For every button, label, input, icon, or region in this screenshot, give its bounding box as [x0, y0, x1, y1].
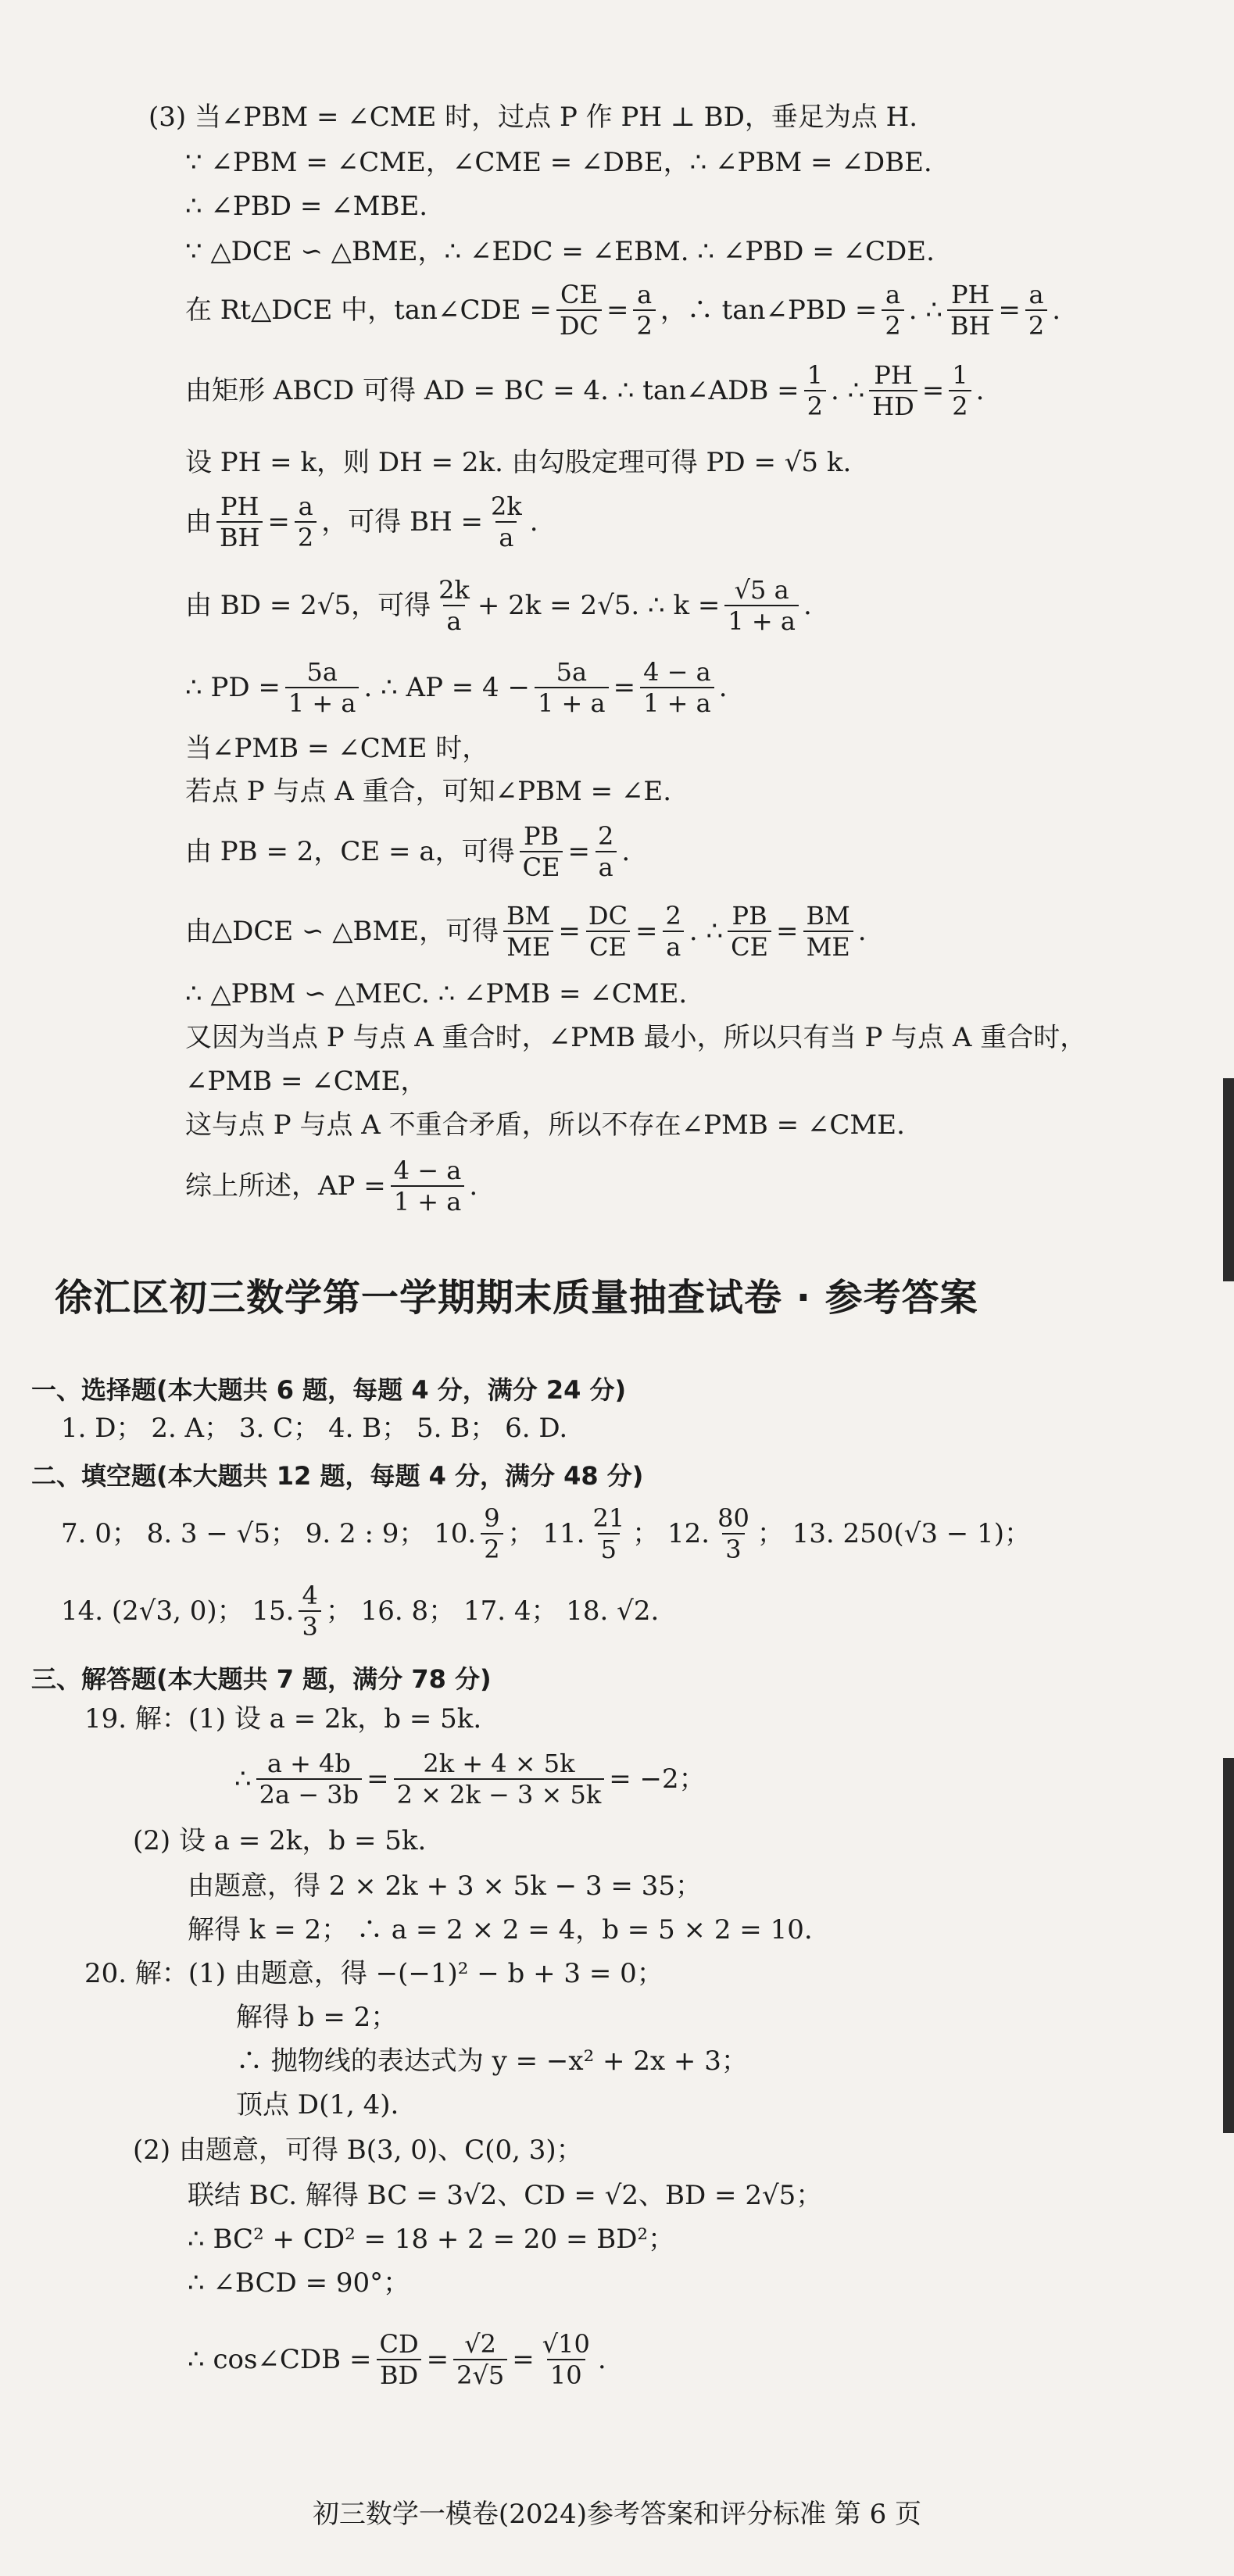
fraction	[391, 1156, 465, 1217]
text-segment: 14. (2√3, 0)； 15.	[61, 1595, 295, 1627]
text-segment: 当∠PMB = ∠CME 时，	[185, 733, 489, 764]
fraction	[1025, 280, 1047, 341]
solution-line	[185, 149, 932, 176]
fraction-denominator: a	[495, 521, 517, 550]
solution-line	[133, 2135, 583, 2166]
text-segment: ∴ ∠BCD = 90°；	[188, 2267, 410, 2299]
fraction-denominator: 2	[949, 390, 971, 419]
text-segment: =	[921, 375, 945, 406]
text-segment: ； 11.	[507, 1518, 585, 1549]
text-segment: =	[267, 506, 290, 538]
solution-line	[185, 577, 812, 634]
text-segment: ∴ 抛物线的表达式为 y = −x² + 2x + 3；	[236, 2045, 748, 2077]
answer-line	[61, 1503, 1031, 1564]
fill-section-title: 二、填空题(本大题共 12 题，每题 4 分，满分 48 分)	[31, 1461, 644, 1491]
fraction-numerator: PB	[524, 821, 560, 851]
text-segment: =	[567, 836, 590, 867]
fraction-numerator: CD	[379, 2329, 419, 2359]
solution-line	[185, 1109, 905, 1141]
solution-line	[185, 193, 427, 220]
solution-line	[185, 1156, 478, 1217]
text-segment: =	[776, 916, 799, 947]
solution-line	[185, 821, 631, 882]
text-segment: 综上所述，AP =	[185, 1170, 386, 1202]
fraction-denominator: BH	[947, 309, 993, 338]
fraction-numerator: a	[637, 280, 653, 309]
fraction-numerator: BM	[506, 901, 551, 931]
fraction-denominator: 1 + a	[724, 605, 799, 634]
text-segment: 联结 BC. 解得 BC = 3√2、CD = √2、BD = 2√5；	[188, 2180, 823, 2211]
solution-line	[185, 491, 538, 552]
fraction-numerator: a	[298, 491, 313, 521]
text-segment: .	[469, 1170, 478, 1202]
text-segment: ，可得 BH =	[321, 506, 484, 538]
fraction-denominator: DC	[556, 309, 602, 338]
fraction-denominator: 2	[804, 390, 826, 419]
page-footer: 初三数学一模卷(2024)参考答案和评分标准 第 6 页	[312, 2499, 922, 2530]
text-segment: ∴ ∠PBD = ∠MBE.	[185, 191, 428, 222]
fraction-numerator: √10	[542, 2329, 590, 2359]
solution-line	[236, 2004, 397, 2031]
text-segment: 7. 0； 8. 3 − √5； 9. 2 : 9； 10.	[61, 1518, 477, 1549]
text-segment: .	[1052, 295, 1061, 326]
fraction-denominator: BH	[216, 521, 263, 550]
fraction-numerator: PH	[220, 491, 259, 521]
fraction	[295, 491, 317, 552]
fraction-numerator: 1	[952, 360, 968, 390]
solution-line	[234, 1749, 706, 1810]
answer-line	[61, 1415, 567, 1442]
solution-line	[188, 2331, 606, 2388]
fraction	[435, 577, 473, 634]
fraction	[488, 491, 525, 552]
solution-line	[84, 1703, 482, 1735]
page-heading: 徐汇区初三数学第一学期期末质量抽查试卷 · 参考答案	[55, 1276, 978, 1320]
solution-line	[185, 659, 728, 716]
fraction	[256, 1749, 362, 1810]
fraction-numerator: 4	[302, 1581, 318, 1610]
fraction	[453, 2331, 507, 2388]
text-segment: 由 PB = 2，CE = a，可得	[185, 836, 515, 867]
fraction	[503, 901, 553, 962]
choice-section-title: 一、选择题(本大题共 6 题，每题 4 分，满分 24 分)	[31, 1375, 627, 1405]
fraction-denominator: 1 + a	[535, 687, 609, 716]
fraction-numerator: 4 − a	[393, 1156, 462, 1185]
text-segment: ∴	[234, 1763, 252, 1795]
text-segment: .	[857, 916, 867, 947]
fraction-denominator: 2	[882, 309, 903, 338]
fraction-denominator: 1 + a	[640, 687, 714, 716]
fraction	[663, 901, 685, 962]
solution-line	[185, 735, 488, 762]
solution-line	[84, 1960, 663, 1987]
fraction	[714, 1503, 753, 1564]
fraction-denominator: 5	[598, 1533, 620, 1562]
text-segment: .	[529, 506, 538, 538]
solution-line	[185, 360, 985, 421]
fraction-numerator: √5 a	[734, 575, 789, 605]
fraction	[728, 901, 771, 962]
fraction-numerator: 9	[484, 1503, 500, 1533]
fraction-numerator: PB	[731, 901, 767, 931]
fraction-denominator: CE	[520, 851, 563, 880]
scan-edge-shadow	[1223, 1078, 1234, 1281]
text-segment: =	[606, 295, 629, 326]
text-segment: . ∴ AP = 4 −	[363, 672, 530, 703]
solution-line	[185, 449, 851, 476]
solution-line	[185, 238, 935, 265]
text-segment: . ∴	[689, 916, 724, 947]
solution-line	[185, 978, 688, 1009]
fraction-denominator: 2	[481, 1533, 503, 1562]
fraction	[539, 2331, 593, 2388]
fraction-numerator: 2k	[438, 575, 470, 605]
text-segment: . ∴	[830, 375, 865, 406]
text-segment: ∵ △DCE ∽ △BME，∴ ∠EDC = ∠EBM. ∴ ∠PBD = ∠CDE.	[185, 236, 935, 267]
text-segment: ； 16. 8； 17. 4； 18. √2.	[325, 1595, 660, 1627]
fraction-numerator: 1	[807, 360, 823, 390]
text-segment: ； 13. 250(√3 − 1)；	[756, 1518, 1031, 1549]
fraction	[947, 280, 993, 341]
fraction-denominator: 2	[633, 309, 655, 338]
fraction	[804, 360, 826, 421]
solution-line	[188, 2267, 410, 2299]
text-segment: 由 BD = 2√5，可得	[185, 590, 431, 621]
text-segment: =	[426, 2344, 449, 2375]
fraction	[376, 2331, 421, 2388]
text-segment: 顶点 D(1, 4).	[236, 2089, 399, 2120]
fraction-denominator: 2a − 3b	[256, 1778, 362, 1807]
fraction	[949, 360, 971, 421]
fraction-numerator: 2k + 4 × 5k	[423, 1749, 575, 1778]
text-segment: 解得 b = 2；	[236, 2002, 398, 2033]
solution-line	[188, 2182, 822, 2209]
fraction	[535, 659, 609, 716]
fraction-numerator: 21	[592, 1503, 625, 1533]
fraction-numerator: PH	[950, 280, 990, 309]
text-segment: = −2；	[609, 1763, 706, 1795]
fraction-denominator: 2 × 2k − 3 × 5k	[394, 1778, 605, 1807]
fraction-denominator: 2√5	[453, 2359, 507, 2388]
text-segment: 1. D； 2. A； 3. C； 4. B； 5. B； 6. D.	[61, 1413, 568, 1444]
text-segment: 由题意，得 2 × 2k + 3 × 5k − 3 = 35；	[188, 1870, 702, 1902]
solution-line	[236, 2045, 748, 2077]
fraction	[216, 491, 263, 552]
fraction-denominator: 10	[547, 2359, 585, 2388]
text-segment: 若点 P 与点 A 重合，可知∠PBM = ∠E.	[185, 776, 672, 807]
solution-line	[188, 1914, 813, 1945]
solution-line	[148, 102, 918, 133]
fraction	[640, 659, 714, 716]
fraction	[882, 280, 903, 341]
fraction-denominator: ME	[503, 931, 553, 959]
text-segment: ∴ PD =	[185, 672, 281, 703]
fraction-numerator: 4 − a	[643, 657, 711, 687]
fraction-numerator: 2k	[491, 491, 522, 521]
fraction-denominator: 2	[295, 521, 317, 550]
text-segment: =	[998, 295, 1021, 326]
fraction	[803, 901, 853, 962]
text-segment: ∴ BC² + CD² = 18 + 2 = 20 = BD²；	[188, 2224, 675, 2255]
text-segment: (2) 由题意，可得 B(3, 0)、C(0, 3)；	[133, 2135, 583, 2166]
solution-line	[185, 901, 867, 962]
text-segment: 由矩形 ABCD 可得 AD = BC = 4. ∴ tan∠ADB =	[185, 375, 799, 406]
fraction-numerator: 5a	[556, 657, 588, 687]
solution-line	[185, 280, 1061, 341]
fraction-numerator: DC	[588, 901, 628, 931]
text-segment: 在 Rt△DCE 中，tan∠CDE =	[185, 295, 552, 326]
fraction	[869, 360, 917, 421]
text-segment: ∵ ∠PBM = ∠CME，∠CME = ∠DBE，∴ ∠PBM = ∠DBE.	[185, 147, 932, 178]
text-segment: ； 12.	[632, 1518, 710, 1549]
text-segment: 19. 解：(1) 设 a = 2k，b = 5k.	[84, 1703, 482, 1735]
text-segment: ∠PMB = ∠CME，	[185, 1066, 427, 1097]
text-segment: 由	[185, 506, 212, 538]
text-segment: (2) 设 a = 2k，b = 5k.	[133, 1825, 427, 1856]
text-segment: .	[718, 672, 728, 703]
solution-line	[133, 1827, 426, 1854]
fraction	[285, 659, 359, 716]
fraction-numerator: 5a	[306, 657, 338, 687]
fraction-numerator: a	[1028, 280, 1044, 309]
text-segment: + 2k = 2√5. ∴ k =	[477, 590, 721, 621]
fraction-denominator: CE	[586, 931, 630, 959]
text-segment: . ∴	[908, 295, 942, 326]
text-segment: =	[512, 2344, 535, 2375]
fraction-denominator: BD	[377, 2359, 421, 2388]
solution-line	[236, 2089, 399, 2120]
fraction	[585, 901, 631, 962]
solution-line	[185, 1068, 427, 1095]
fraction-numerator: CE	[560, 280, 598, 309]
fraction-denominator: ME	[803, 931, 853, 959]
fraction-denominator: a	[596, 851, 617, 880]
solution-line	[188, 2226, 674, 2253]
fraction	[299, 1581, 320, 1642]
fraction	[394, 1749, 605, 1810]
text-segment: .	[803, 590, 812, 621]
fraction	[520, 821, 563, 882]
text-segment: 20. 解：(1) 由题意，得 −(−1)² − b + 3 = 0；	[84, 1958, 663, 1989]
text-segment: 解得 k = 2； ∴ a = 2 × 2 = 4，b = 5 × 2 = 10.	[188, 1914, 813, 1945]
fraction-numerator: √2	[464, 2329, 497, 2359]
fraction-denominator: a	[443, 605, 464, 634]
fraction-denominator: HD	[869, 390, 917, 419]
text-segment: =	[635, 916, 658, 947]
fraction	[724, 577, 799, 634]
fraction	[633, 280, 655, 341]
text-segment: 由△DCE ∽ △BME，可得	[185, 916, 499, 947]
fraction-denominator: CE	[728, 931, 771, 959]
text-segment: .	[975, 375, 985, 406]
text-segment: 这与点 P 与点 A 不重合矛盾，所以不存在∠PMB = ∠CME.	[185, 1109, 905, 1141]
fraction-denominator: 3	[722, 1533, 744, 1562]
text-segment: ∴ △PBM ∽ △MEC. ∴ ∠PMB = ∠CME.	[185, 978, 688, 1009]
text-segment: ，∴ tan∠PBD =	[660, 295, 878, 326]
text-segment: 设 PH = k，则 DH = 2k. 由勾股定理可得 PD = √5 k.	[185, 447, 852, 478]
fraction	[481, 1503, 503, 1564]
fraction-denominator: a	[663, 931, 684, 959]
text-segment: 又因为当点 P 与点 A 重合时，∠PMB 最小，所以只有当 P 与点 A 重合时，	[185, 1022, 1087, 1053]
fraction	[556, 280, 602, 341]
fraction	[589, 1503, 628, 1564]
fraction-denominator: 3	[299, 1610, 320, 1639]
fraction-numerator: a + 4b	[266, 1749, 351, 1778]
text-segment: (3) 当∠PBM = ∠CME 时，过点 P 作 PH ⊥ BD，垂足为点 H.	[148, 102, 918, 133]
solve-section-title: 三、解答题(本大题共 7 题，满分 78 分)	[31, 1664, 492, 1694]
fraction-denominator: 1 + a	[391, 1185, 465, 1214]
text-segment: .	[597, 2344, 606, 2375]
fraction-numerator: 2	[597, 821, 614, 851]
fraction-numerator: BM	[806, 901, 850, 931]
solution-line	[185, 1024, 1086, 1051]
fraction-numerator: a	[885, 280, 901, 309]
fraction	[595, 821, 617, 882]
scan-edge-shadow	[1223, 1758, 1234, 2133]
text-segment: =	[367, 1763, 389, 1795]
fraction-numerator: PH	[874, 360, 913, 390]
solution-line	[188, 1870, 702, 1902]
solution-line	[185, 778, 671, 805]
text-segment: .	[621, 836, 631, 867]
fraction-denominator: 1 + a	[285, 687, 359, 716]
text-segment: =	[613, 672, 636, 703]
text-segment: ∴ cos∠CDB =	[188, 2344, 372, 2375]
fraction-numerator: 2	[665, 901, 681, 931]
answer-line	[61, 1581, 660, 1642]
fraction-denominator: 2	[1025, 309, 1047, 338]
fraction-numerator: 80	[717, 1503, 749, 1533]
text-segment: =	[558, 916, 581, 947]
